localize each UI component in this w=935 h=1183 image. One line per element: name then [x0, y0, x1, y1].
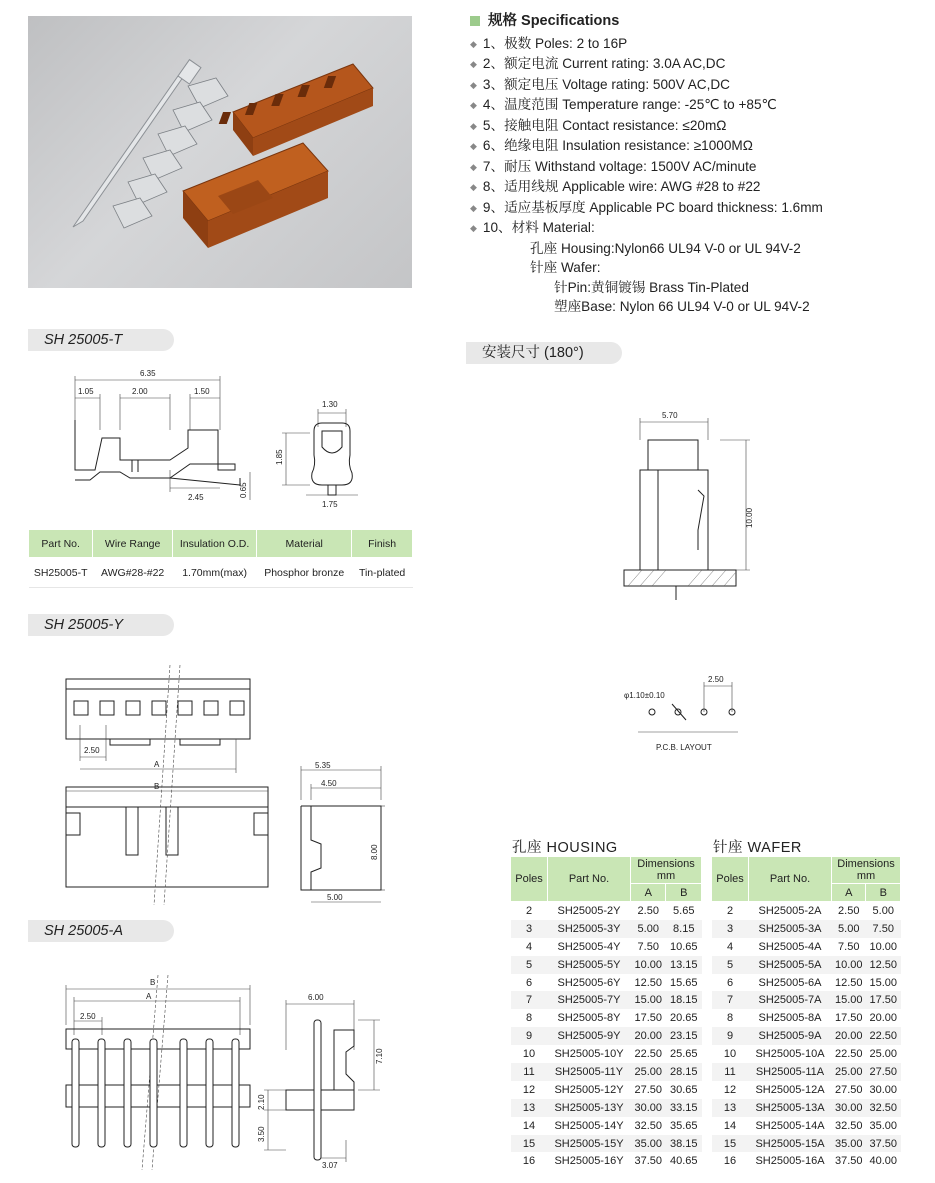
table-row [511, 1135, 702, 1153]
table-cell: SH25005-12A [755, 1083, 825, 1096]
table-cell: AWG#28-#22 [93, 558, 173, 588]
spec-item: ◆ 8、适用线规 Applicable wire: AWG #28 to #22 [470, 179, 761, 194]
dim-y-5-00: 5.00 [327, 893, 343, 902]
dim-a-3-07: 3.07 [322, 1161, 338, 1170]
diamond-bullet-icon: ◆ [470, 141, 477, 151]
spec-item: ◆ 7、耐压 Withstand voltage: 1500V AC/minute [470, 158, 757, 174]
diamond-bullet-icon: ◆ [470, 202, 477, 213]
spec-item: ◆ 3、额定电压 Voltage rating: 500V AC,DC [470, 76, 730, 92]
dim-a-6-00: 6.00 [308, 993, 324, 1002]
table-cell: 35.65 [669, 1119, 698, 1132]
table-cell: SH25005-10A [755, 1048, 825, 1061]
table-row [712, 902, 901, 920]
table-cell: 12.50 [866, 956, 901, 974]
table-cell: Phosphor bronze [257, 558, 352, 588]
table-cell: 1.70mm(max) [172, 558, 256, 588]
table-cell: 16 [522, 1155, 536, 1168]
dim-y-pitch: 2.50 [84, 746, 100, 755]
dim-a-pitch: 2.50 [80, 1012, 96, 1021]
table-cell: 15.65 [669, 976, 698, 989]
table-row [511, 956, 702, 974]
green-square-icon [470, 16, 480, 26]
col-material: Material [257, 530, 352, 558]
table-cell: 38.15 [666, 1135, 702, 1153]
spec-item: ◆ 5、接触电阻 Contact resistance: ≤20mΩ [470, 117, 727, 133]
table-cell: 13 [712, 1099, 749, 1117]
table-cell: 7.50 [838, 940, 860, 953]
table-row [712, 1063, 901, 1081]
table-cell: 25.65 [669, 1048, 698, 1061]
table-row [712, 991, 901, 1009]
table-cell: Tin-plated [352, 558, 413, 588]
table-cell: 6 [726, 976, 734, 989]
table-cell: 7 [511, 991, 548, 1009]
table-cell: SH25005-4A [758, 940, 822, 953]
dim-y-a: A [154, 760, 160, 769]
dim-5-70: 5.70 [662, 411, 678, 420]
table-cell: SH25005-11A [749, 1063, 832, 1081]
table-cell: 10.00 [832, 956, 866, 974]
table-cell: 10.00 [631, 956, 666, 974]
table-cell: 15 [712, 1135, 749, 1153]
table-cell: 27.50 [634, 1083, 662, 1096]
diamond-bullet-icon: ◆ [470, 223, 477, 233]
table-cell: 25.00 [631, 1063, 666, 1081]
dim-1-50: 1.50 [194, 387, 210, 396]
table-cell: SH25005-6Y [557, 976, 621, 989]
table-cell: 5.00 [872, 904, 894, 917]
col-part-no: Part No. [29, 530, 93, 558]
table-cell: 12.50 [634, 976, 662, 989]
table-cell: SH25005-2Y [557, 904, 621, 917]
table-row [511, 902, 702, 920]
table-cell: SH25005-14A [755, 1119, 825, 1132]
table-cell: SH25005-9A [749, 1027, 832, 1045]
material-base: 塑座Base: Nylon 66 UL94 V-0 or UL 94V-2 [554, 299, 810, 314]
table-cell: 4 [726, 940, 734, 953]
table-cell: SH25005-11Y [548, 1063, 631, 1081]
table-cell: SH25005-3A [749, 920, 832, 938]
table-cell: 30.00 [869, 1083, 897, 1096]
table-cell: 4 [525, 940, 533, 953]
housing-table-title: 孔座 HOUSING [512, 840, 618, 856]
table-cell: 40.65 [669, 1155, 698, 1168]
table-cell: 13 [511, 1099, 548, 1117]
table-cell: 35.00 [631, 1135, 666, 1153]
table-cell: 13.15 [666, 956, 702, 974]
table-cell: 17.50 [866, 991, 901, 1009]
table-cell: 37.50 [866, 1135, 901, 1153]
dim-y-b: B [154, 782, 160, 791]
table-row [511, 1063, 702, 1081]
col-insulation: Insulation O.D. [172, 530, 256, 558]
table-cell: 27.50 [866, 1063, 901, 1081]
table-cell: 20.00 [832, 1027, 866, 1045]
table-header-cell: Poles [712, 857, 749, 902]
table-cell: 30.00 [631, 1099, 666, 1117]
table-part [712, 857, 901, 884]
dim-total: 6.35 [140, 369, 156, 378]
table-row [712, 1135, 901, 1153]
table-cell: SH25005-T [29, 558, 93, 588]
table-header-cell: Dimensions mm [832, 857, 901, 884]
col-wire-range: Wire Range [93, 530, 173, 558]
table-cell: SH25005-5Y [548, 956, 631, 974]
col-finish: Finish [352, 530, 413, 558]
table-cell: 5.00 [832, 920, 866, 938]
table-cell: SH25005-16Y [554, 1155, 624, 1168]
table-cell: 7.50 [637, 940, 659, 953]
table-row [511, 1027, 702, 1045]
table-cell: 20.00 [869, 1012, 897, 1025]
section-title-t: SH 25005-T [28, 329, 174, 351]
section-title-a: SH 25005-A [28, 920, 174, 942]
table-row [712, 974, 901, 992]
table-row [712, 920, 901, 938]
table-cell: 5 [511, 956, 548, 974]
table-row [712, 1152, 901, 1170]
table-header-cell: Poles [511, 857, 548, 902]
dim-1-05: 1.05 [78, 387, 94, 396]
table-row [712, 1045, 901, 1063]
table-row [712, 956, 901, 974]
table-row [712, 938, 901, 956]
table-cell: 12 [522, 1083, 536, 1096]
table-cell: 20.65 [669, 1012, 698, 1025]
table-cell: 37.50 [834, 1155, 863, 1168]
spec-item: ◆ 1、极数 Poles: 2 to 16P [470, 35, 628, 51]
table-cell: SH25005-9Y [548, 1027, 631, 1045]
table-cell: 6 [525, 976, 533, 989]
table-cell: SH25005-13Y [548, 1099, 631, 1117]
table-cell: 17.50 [834, 1012, 863, 1025]
table-header-cell: A [631, 884, 666, 902]
wafer-a-side-drawing [250, 990, 390, 1170]
table-cell: 8 [726, 1012, 734, 1025]
table-cell: SH25005-12Y [554, 1083, 624, 1096]
diamond-bullet-icon: ◆ [470, 59, 477, 69]
table-cell: 22.50 [834, 1048, 863, 1061]
table-cell: 15.00 [869, 976, 897, 989]
table-row [511, 938, 702, 956]
specifications [470, 12, 910, 317]
table-cell: SH25005-13A [749, 1099, 832, 1117]
dim-a-a: A [146, 992, 152, 1001]
product-photo [28, 16, 412, 288]
dim-a-7-10: 7.10 [375, 1048, 384, 1064]
table-cell: 2 [525, 904, 533, 917]
table-cell: SH25005-6A [758, 976, 822, 989]
terminal-table [28, 529, 413, 588]
table-header-cell: B [866, 884, 901, 902]
table-row [511, 1152, 702, 1170]
table-cell: 18.15 [666, 991, 702, 1009]
table-row [712, 1081, 901, 1099]
table-cell: SH25005-8A [758, 1012, 822, 1025]
dim-2-45: 2.45 [188, 493, 204, 502]
table-cell: 25.00 [869, 1048, 897, 1061]
table-cell: 22.50 [634, 1048, 662, 1061]
table-cell: 30.65 [669, 1083, 698, 1096]
diamond-bullet-icon: ◆ [470, 120, 477, 131]
table-row [511, 1045, 702, 1063]
dim-hole: φ1.10±0.10 [624, 691, 665, 700]
material-wafer: 针座 Wafer: [530, 260, 601, 275]
table-cell: 27.50 [834, 1083, 863, 1096]
table-cell: 25.00 [832, 1063, 866, 1081]
table-cell: SH25005-7A [749, 991, 832, 1009]
dim-a-b: B [150, 978, 156, 987]
table-cell: 8 [525, 1012, 533, 1025]
table-cell: 14 [723, 1119, 737, 1132]
install-drawing [600, 400, 800, 610]
table-row [511, 991, 702, 1009]
table-cell: 3 [712, 920, 749, 938]
table-cell: 32.50 [634, 1119, 662, 1132]
dim-2-00: 2.00 [132, 387, 148, 396]
table-cell: 9 [712, 1027, 749, 1045]
table-cell: 14 [522, 1119, 536, 1132]
table-cell: 2.50 [838, 904, 860, 917]
table-cell: 5 [712, 956, 749, 974]
table-cell: 11 [712, 1063, 749, 1081]
table-cell: 15 [511, 1135, 548, 1153]
table-cell: 32.50 [834, 1119, 863, 1132]
table-row [712, 1009, 901, 1027]
table-cell: SH25005-7Y [548, 991, 631, 1009]
table-cell: 15.00 [631, 991, 666, 1009]
dim-pitch: 2.50 [708, 675, 724, 684]
diamond-bullet-icon: ◆ [470, 79, 477, 90]
pcb-layout-label: P.C.B. LAYOUT [656, 743, 712, 752]
dim-10-00: 10.00 [745, 507, 754, 528]
table-row [511, 1099, 702, 1117]
material-housing: 孔座 Housing:Nylon66 UL94 V-0 or UL 94V-2 [530, 240, 801, 256]
table-header-cell: A [832, 884, 866, 902]
table-cell: 35.00 [869, 1119, 897, 1132]
spec-heading: 规格 Specifications [470, 12, 910, 32]
material-pin: 针Pin:黄铜镀锡 Brass Tin-Plated [554, 279, 749, 295]
table-cell: 12.50 [834, 976, 863, 989]
dim-1-75: 1.75 [322, 500, 338, 509]
diamond-bullet-icon: ◆ [470, 100, 477, 110]
wafer-table-title: 针座 WAFER [713, 840, 802, 856]
table-cell: 12 [723, 1083, 737, 1096]
table-header-cell: Part No. [749, 857, 832, 902]
housing-y-drawing [50, 665, 290, 905]
table-cell: 8.15 [666, 920, 702, 938]
table-cell: SH25005-2A [758, 904, 822, 917]
table-cell: 28.15 [666, 1063, 702, 1081]
table-cell: SH25005-8Y [557, 1012, 621, 1025]
table-row [29, 558, 413, 588]
table-cell: 16 [723, 1155, 737, 1168]
table-header-cell: Dimensions mm [631, 857, 702, 884]
table-cell: 22.50 [866, 1027, 901, 1045]
spec-item: ◆ 2、额定电流 Current rating: 3.0A AC,DC [470, 56, 726, 71]
table-cell: SH25005-15Y [548, 1135, 631, 1153]
table-cell: 40.00 [869, 1155, 897, 1168]
dim-a-2-10: 2.10 [257, 1094, 266, 1110]
dim-0-65: 0.65 [239, 482, 248, 498]
table-cell: 20.00 [631, 1027, 666, 1045]
spec-item: ◆ 6、绝缘电阻 Insulation resistance: ≥1000MΩ [470, 138, 753, 153]
table-cell: SH25005-15A [749, 1135, 832, 1153]
diamond-bullet-icon: ◆ [470, 161, 477, 172]
table-cell: 11 [511, 1063, 548, 1081]
table-cell: 10 [522, 1048, 536, 1061]
housing-table [510, 856, 702, 1170]
table-cell: 10 [723, 1048, 737, 1061]
table-row [511, 1081, 702, 1099]
table-cell: 9 [511, 1027, 548, 1045]
dim-a-3-50: 3.50 [257, 1126, 266, 1142]
table-part [511, 857, 702, 884]
table-cell: 37.50 [634, 1155, 662, 1168]
table-row [712, 1027, 901, 1045]
table-row [511, 1117, 702, 1135]
table-row [511, 1009, 702, 1027]
table-cell: 5.00 [631, 920, 666, 938]
table-cell: SH25005-4Y [557, 940, 621, 953]
table-cell: SH25005-10Y [554, 1048, 624, 1061]
pcb-layout-drawing [618, 672, 758, 757]
table-cell: 23.15 [666, 1027, 702, 1045]
table-cell: SH25005-14Y [554, 1119, 624, 1132]
table-cell: 10.00 [869, 940, 897, 953]
table-row [511, 920, 702, 938]
table-cell: 2 [726, 904, 734, 917]
dim-y-4-50: 4.50 [321, 779, 337, 788]
table-cell: 32.50 [866, 1099, 901, 1117]
wafer-table [711, 856, 901, 1170]
diamond-bullet-icon: ◆ [470, 182, 477, 192]
table-row [712, 1117, 901, 1135]
table-cell: 5.65 [673, 904, 695, 917]
table-cell: 10.65 [669, 940, 698, 953]
dim-1-30: 1.30 [322, 400, 338, 409]
table-cell: SH25005-5A [749, 956, 832, 974]
table-cell: 7.50 [866, 920, 901, 938]
table-cell: 2.50 [637, 904, 659, 917]
table-cell: 30.00 [832, 1099, 866, 1117]
table-row [511, 974, 702, 992]
spec-item: ◆ 4、温度范围 Temperature range: -25℃ to +85℃ [470, 97, 777, 112]
table-cell: 7 [712, 991, 749, 1009]
housing-y-side-drawing [285, 760, 395, 910]
table-cell: 17.50 [634, 1012, 662, 1025]
table-cell: 35.00 [832, 1135, 866, 1153]
table-cell: 3 [511, 920, 548, 938]
dim-y-8-00: 8.00 [370, 844, 379, 860]
section-title-install: 安装尺寸 (180°) [466, 342, 622, 364]
table-cell: 33.15 [666, 1099, 702, 1117]
dim-1-85: 1.85 [275, 449, 284, 465]
diamond-bullet-icon: ◆ [470, 38, 477, 49]
table-header-cell: Part No. [548, 857, 631, 902]
table-part [29, 530, 413, 558]
section-title-y: SH 25005-Y [28, 614, 174, 636]
spec-item: ◆ 9、适应基板厚度 Applicable PC board thickness: 1.6mm [470, 199, 823, 215]
table-header-cell: B [666, 884, 702, 902]
terminal-section-drawing [270, 395, 380, 510]
table-cell: SH25005-3Y [548, 920, 631, 938]
dim-y-5-35: 5.35 [315, 761, 331, 770]
table-cell: 15.00 [832, 991, 866, 1009]
table-row [712, 1099, 901, 1117]
table-cell: SH25005-16A [755, 1155, 825, 1168]
spec-item: ◆ 10、材料 Material: [470, 220, 595, 235]
